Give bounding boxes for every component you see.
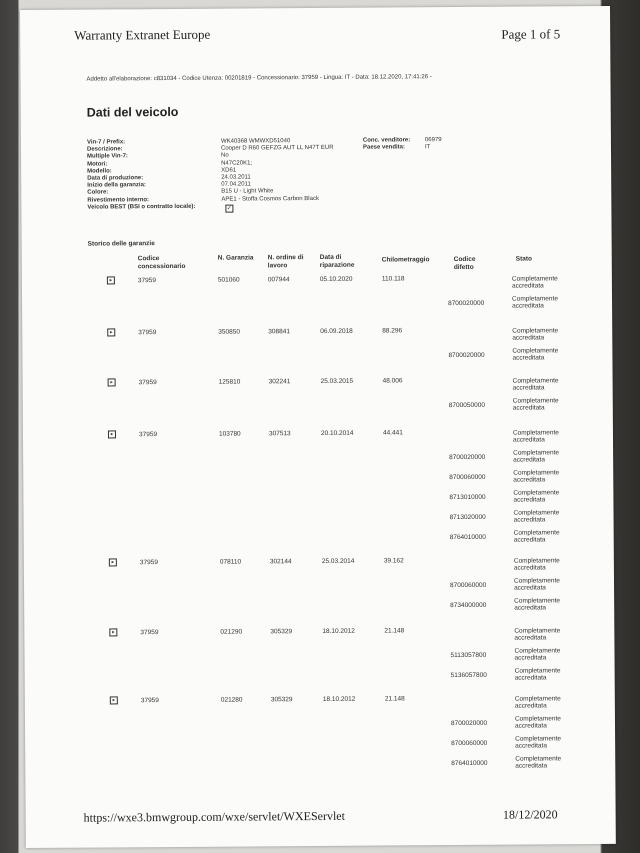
cell-warranty: 103780 — [218, 430, 241, 438]
cell-order: 305329 — [270, 628, 293, 636]
cell-defect: 8734000000 — [450, 601, 487, 610]
cell-order: 302241 — [268, 378, 291, 386]
col-warranty: N. Garanzia — [217, 254, 254, 262]
vehicle-label-secondary: Conc. venditore: — [362, 137, 411, 144]
vehicle-value-secondary: 06979 — [424, 137, 442, 144]
cell-status: Completamente accreditata — [514, 715, 561, 730]
cell-mileage: 110.118 — [381, 275, 405, 283]
cell-repair-date: 18.10.2012 — [322, 627, 355, 635]
cell-order: 302144 — [269, 558, 292, 566]
cell-status: Completamente accreditata — [511, 275, 558, 290]
cell-status: Completamente accreditata — [512, 327, 559, 342]
vehicle-label: Motori: — [87, 161, 108, 168]
vehicle-label-secondary: Paese vendita: — [362, 144, 406, 151]
cell-mileage: 21.148 — [384, 695, 405, 703]
col-defect: Codice difetto — [453, 255, 476, 271]
cell-status: Completamente accreditata — [513, 529, 560, 544]
cell-mileage: 39.162 — [383, 557, 404, 565]
checkbox-icon: ✓ — [226, 205, 232, 212]
cell-status: Completamente accreditata — [513, 489, 560, 504]
cell-defect: 5113057800 — [450, 651, 487, 660]
footer-url: https://wxe3.bmwgroup.com/wxe/servlet/WXEServlet — [83, 808, 345, 825]
cell-order: 007944 — [267, 276, 290, 284]
col-repair-date: Data di riparazione — [319, 253, 355, 269]
cell-defect: 8700060000 — [449, 473, 486, 482]
vehicle-value: 07.04.2011 — [221, 181, 251, 188]
cell-status: Completamente accreditata — [512, 347, 559, 362]
cell-dealer: 37959 — [140, 697, 159, 705]
cell-defect: 8700020000 — [448, 351, 485, 360]
vehicle-info — [87, 137, 507, 212]
cell-defect: 8700020000 — [450, 719, 488, 728]
cell-status: Completamente accreditata — [512, 429, 559, 444]
vehicle-value: 24.03.2011 — [221, 174, 251, 181]
expand-row-icon[interactable]: ▸ — [108, 378, 116, 386]
cell-status: Completamente accreditata — [513, 509, 560, 524]
printed-page — [20, 6, 616, 848]
cell-defect: 8700020000 — [449, 453, 486, 462]
vehicle-label: Veicolo BEST (BSI o contratto locale): — [87, 203, 196, 211]
vehicle-label: Descrizione: — [86, 146, 123, 153]
cell-dealer: 37959 — [138, 431, 158, 439]
cell-defect: 8713020000 — [449, 513, 486, 522]
footer-date: 18/12/2020 — [502, 807, 558, 822]
cell-order: 305329 — [270, 696, 293, 704]
cell-status: Completamente accreditata — [513, 577, 560, 592]
app-title: Warranty Extranet Europe — [74, 26, 211, 43]
vehicle-value: APE1 - Stoffa Cosmos Carbon Black — [221, 195, 319, 203]
cell-status: Completamente accreditata — [512, 377, 559, 392]
cell-status: Completamente accreditata — [515, 755, 562, 770]
cell-mileage: 88.296 — [382, 327, 403, 335]
col-status: Stato — [515, 255, 533, 263]
vehicle-value: Cooper D R60 GEFZG AUT LL N47T EUR — [220, 145, 334, 152]
expand-row-icon[interactable]: ▸ — [108, 430, 116, 438]
cell-warranty: 501060 — [217, 276, 240, 284]
vehicle-value-secondary: IT — [424, 144, 431, 151]
cell-warranty: 021290 — [220, 628, 243, 636]
cell-order: 308841 — [268, 328, 290, 336]
cell-defect: 8700050000 — [448, 401, 485, 410]
cell-defect: 8700060000 — [450, 581, 487, 590]
vehicle-value: N47C20K1; — [221, 160, 253, 167]
cell-dealer: 37959 — [137, 277, 157, 285]
cell-status: Completamente accreditata — [514, 695, 561, 710]
cell-dealer: 37959 — [138, 379, 157, 387]
col-order: N. ordine di lavoro — [267, 254, 304, 269]
cell-defect: 8764010000 — [451, 759, 488, 768]
cell-status: Completamente accreditata — [513, 557, 560, 572]
vehicle-label: Data di produzione: — [87, 175, 144, 182]
cell-defect: 8700060000 — [451, 739, 488, 748]
cell-order: 307513 — [268, 430, 291, 438]
cell-defect: 8713010000 — [449, 493, 486, 502]
page-number: Page 1 of 5 — [501, 26, 561, 42]
vehicle-value: WK40368 WMWXD51040 — [220, 138, 291, 145]
cell-status: Completamente accreditata — [513, 449, 560, 464]
cell-defect: 8764010000 — [449, 533, 486, 542]
expand-row-icon[interactable]: ▸ — [107, 276, 115, 284]
vehicle-label: Rivestimento interno: — [87, 196, 150, 204]
vehicle-value: B15 U - Light White — [221, 188, 274, 195]
cell-status: Completamente accreditata — [514, 627, 561, 642]
cell-warranty: 125810 — [218, 378, 241, 386]
col-dealer: Codice concessionario — [137, 255, 186, 270]
cell-status: Completamente accreditata — [514, 647, 561, 662]
vehicle-row — [87, 201, 507, 211]
vehicle-label: Vin-7 / Prefix: — [86, 139, 126, 146]
vehicle-label: Multiple Vin-7: — [87, 153, 128, 160]
cell-repair-date: 18.10.2012 — [322, 695, 356, 703]
cell-warranty: 078110 — [219, 558, 242, 566]
cell-status: Completamente accreditata — [512, 295, 558, 310]
vehicle-value: XD61 — [221, 167, 237, 174]
cell-mileage: 48.006 — [382, 377, 403, 385]
col-mileage: Chilometraggio — [381, 256, 430, 264]
cell-status: Completamente accreditata — [513, 469, 560, 484]
expand-row-icon[interactable]: ▸ — [109, 628, 117, 636]
cell-warranty: 350850 — [218, 328, 240, 336]
cell-defect: 5136057800 — [450, 671, 487, 680]
cell-warranty: 021280 — [220, 696, 243, 704]
cell-mileage: 44.441 — [382, 429, 403, 437]
cell-repair-date: 20.10.2014 — [320, 429, 354, 437]
cell-status: Completamente accreditata — [514, 667, 561, 682]
cell-repair-date: 06.09.2018 — [320, 327, 353, 335]
cell-defect: 8700020000 — [448, 299, 485, 308]
vehicle-label: Modello: — [87, 168, 112, 175]
cell-dealer: 37959 — [139, 559, 158, 567]
page-title: Dati del veicolo — [86, 104, 179, 120]
vehicle-label: Inizio della garanzia: — [87, 182, 146, 189]
meta-line: Addetto all'elaborazione: c831034 - Codice Utenza: 00201819 - Concessionario: 37959 - Lingua: IT - Data: 18.12.2020, 17:41:26 - — [86, 74, 432, 83]
vehicle-label: Colore: — [87, 189, 109, 196]
cell-repair-date: 25.03.2014 — [321, 557, 355, 565]
cell-repair-date: 25.03.2015 — [320, 377, 354, 385]
expand-row-icon[interactable]: ▸ — [107, 328, 115, 336]
cell-dealer: 37959 — [140, 629, 159, 637]
history-title: Storico delle garanzie — [87, 240, 155, 248]
cell-status: Completamente accreditata — [514, 597, 561, 612]
vehicle-value: No — [221, 152, 229, 160]
cell-status: Completamente accreditata — [515, 735, 562, 750]
cell-mileage: 21.148 — [384, 627, 405, 635]
cell-repair-date: 05.10.2020 — [319, 275, 353, 283]
cell-status: Completamente accreditata — [512, 397, 559, 412]
warranty-history-table — [88, 252, 568, 770]
cell-dealer: 37959 — [138, 329, 157, 337]
vehicle-value — [225, 203, 233, 211]
expand-row-icon[interactable]: ▸ — [109, 558, 117, 566]
expand-row-icon[interactable]: ▸ — [110, 696, 118, 704]
